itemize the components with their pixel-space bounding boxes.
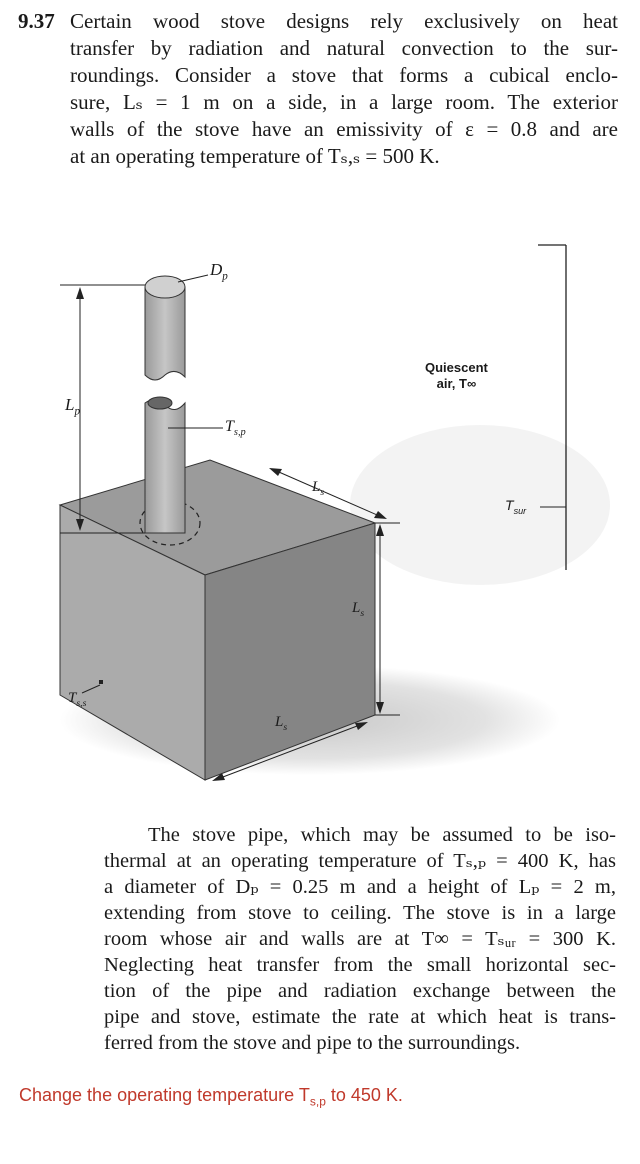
continuation-line: room whose air and walls are at T∞ = Tₛᵤᵣ = 300 K. bbox=[104, 928, 616, 950]
label-dp: $D_p$ bbox=[210, 260, 228, 283]
statement-line: at an operating temperature of Tₛ,ₛ = 500 K. bbox=[70, 144, 440, 168]
label-ls-right: $L_s$ bbox=[352, 600, 365, 619]
pipe-upper bbox=[145, 287, 185, 380]
label-ls-top: $L_s$ bbox=[312, 479, 325, 498]
pipe-break-ellipse bbox=[148, 397, 172, 409]
continuation-line: tion of the pipe and radiation exchange between the bbox=[104, 980, 616, 1002]
note-prefix: Change the operating temperature T bbox=[19, 1085, 310, 1105]
dp-leader bbox=[178, 275, 208, 282]
label-quiescent-line2: air, T∞ bbox=[436, 376, 477, 391]
continuation-line: a diameter of Dₚ = 0.25 m and a height of Lₚ = 2 m, bbox=[104, 876, 616, 898]
statement-line: roundings. Consider a stove that forms a cubical enclo- bbox=[70, 63, 618, 87]
statement-line: transfer by radiation and natural convection to the sur- bbox=[70, 36, 618, 60]
modification-note bbox=[19, 1085, 403, 1109]
statement-line: sure, Lₛ = 1 m on a side, in a large room. The exterior bbox=[70, 90, 618, 114]
continuation-line: pipe and stove, estimate the rate at which heat is trans- bbox=[104, 1006, 616, 1028]
label-quiescent bbox=[425, 360, 488, 392]
continuation-line: ferred from the stove and pipe to the surroundings. bbox=[104, 1032, 521, 1054]
note-subscript: s,p bbox=[309, 1094, 326, 1109]
continuation-line: extending from stove to ceiling. The stove is in a large bbox=[104, 902, 616, 924]
continuation-line: Neglecting heat transfer from the small horizontal sec- bbox=[104, 954, 616, 976]
statement-line: walls of the stove have an emissivity of ε = 0.8 and are bbox=[70, 117, 618, 141]
room-shading bbox=[350, 425, 610, 585]
problem-body bbox=[70, 8, 618, 170]
problem-continuation bbox=[104, 822, 616, 1056]
continuation-line: thermal at an operating temperature of Tₛ,ₚ = 400 K, has bbox=[104, 850, 616, 872]
ls-top-arrow-left bbox=[269, 468, 282, 476]
lp-arrow-top bbox=[76, 287, 84, 299]
label-lp: $L_p$ bbox=[65, 395, 80, 418]
label-tsp: $T_{s,p}$ bbox=[225, 418, 246, 439]
continuation-line: The stove pipe, which may be assumed to be iso- bbox=[148, 824, 616, 846]
label-ls-bottom: $L_s$ bbox=[275, 714, 288, 733]
label-tsur: $T_{sur}$ bbox=[505, 497, 527, 516]
note-suffix: to 450 K. bbox=[325, 1085, 403, 1105]
problem-number: 9.37 bbox=[18, 9, 55, 33]
stove-diagram bbox=[0, 215, 640, 815]
statement-line: Certain wood stove designs rely exclusively on heat bbox=[70, 9, 618, 33]
tss-point bbox=[99, 680, 103, 684]
label-tss: $T_{s,s}$ bbox=[68, 690, 87, 709]
label-quiescent-line1: Quiescent bbox=[425, 360, 488, 375]
pipe-lower bbox=[145, 399, 185, 533]
pipe-top-ellipse bbox=[145, 276, 185, 298]
stove-figure bbox=[0, 215, 640, 815]
